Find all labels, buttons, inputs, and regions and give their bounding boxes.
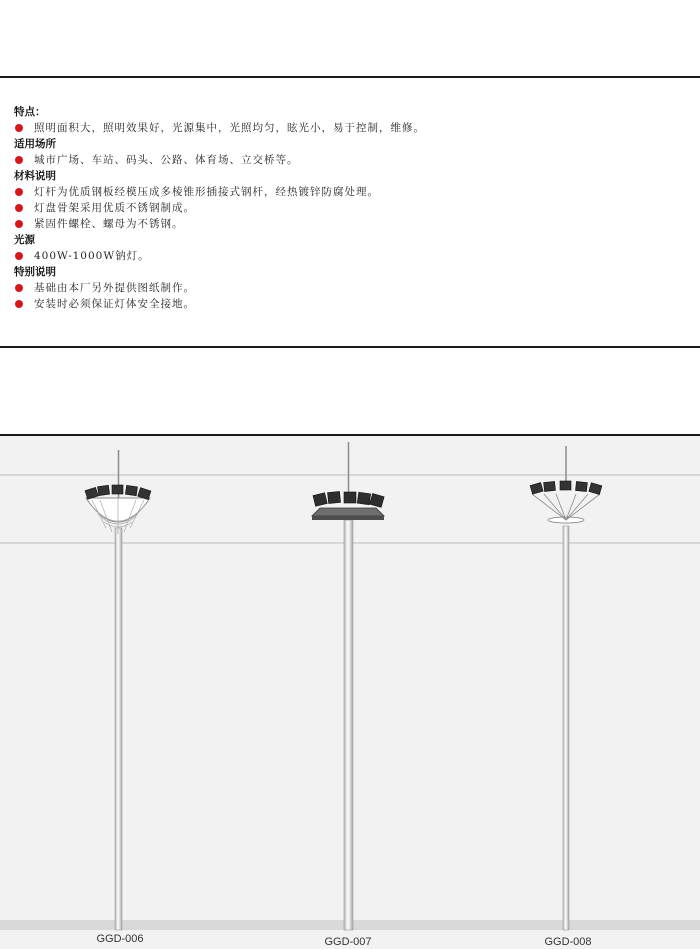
bullet-item <box>14 200 684 216</box>
red-dot-icon <box>15 124 23 132</box>
model-label: GGD-007 <box>324 936 372 948</box>
bullet-text: 紧固件螺栓、螺母为不锈钢。 <box>34 218 184 230</box>
section-title-light-source: 光源 <box>14 234 35 246</box>
red-dot-icon <box>15 156 23 164</box>
red-dot-icon <box>15 204 23 212</box>
bullet-item <box>14 248 684 264</box>
section-title-applications: 适用场所 <box>14 138 56 150</box>
bullet-item <box>14 184 684 200</box>
red-dot-icon <box>15 284 23 292</box>
red-dot-icon <box>15 220 23 228</box>
section-title-materials: 材料说明 <box>14 170 56 182</box>
bullet-text: 灯盘骨架采用优质不锈钢制成。 <box>34 202 195 214</box>
bullet-text: 城市广场、车站、码头、公路、体育场、立交桥等。 <box>34 154 299 166</box>
red-dot-icon <box>15 188 23 196</box>
basket-icon <box>85 485 151 534</box>
bullet-text: 400W-1000W钠灯。 <box>34 250 150 262</box>
bullet-item <box>14 296 684 312</box>
pole-illustrations <box>0 436 700 949</box>
bullet-item <box>14 280 684 296</box>
high-mast-pole-ggd-007 <box>312 442 384 930</box>
spec-sheet <box>14 104 684 312</box>
bullet-item <box>14 120 684 136</box>
section-title-special-notes: 特别说明 <box>14 266 56 278</box>
top-divider <box>0 76 700 78</box>
bullet-text: 照明面积大，照明效果好，光源集中，光照均匀，眩光小，易于控制，维修。 <box>34 122 425 134</box>
high-mast-pole-ggd-006 <box>85 450 151 930</box>
high-mast-pole-ggd-008 <box>530 446 602 930</box>
model-label: GGD-008 <box>544 936 592 948</box>
ring-crown-icon <box>530 481 602 523</box>
red-dot-icon <box>15 252 23 260</box>
square-platform-icon <box>312 491 384 520</box>
bullet-item <box>14 216 684 232</box>
bullet-text: 安装时必须保证灯体安全接地。 <box>34 298 195 310</box>
section-title-features: 特点： <box>14 106 46 118</box>
red-dot-icon <box>15 300 23 308</box>
bullet-item <box>14 152 684 168</box>
model-label: GGD-006 <box>96 933 144 945</box>
middle-divider <box>0 346 700 348</box>
bullet-text: 灯杆为优质钢板经模压成多棱锥形插接式钢杆，经热镀锌防腐处理。 <box>34 186 379 198</box>
bullet-text: 基础由本厂另外提供图纸制作。 <box>34 282 195 294</box>
product-gallery <box>0 436 700 949</box>
